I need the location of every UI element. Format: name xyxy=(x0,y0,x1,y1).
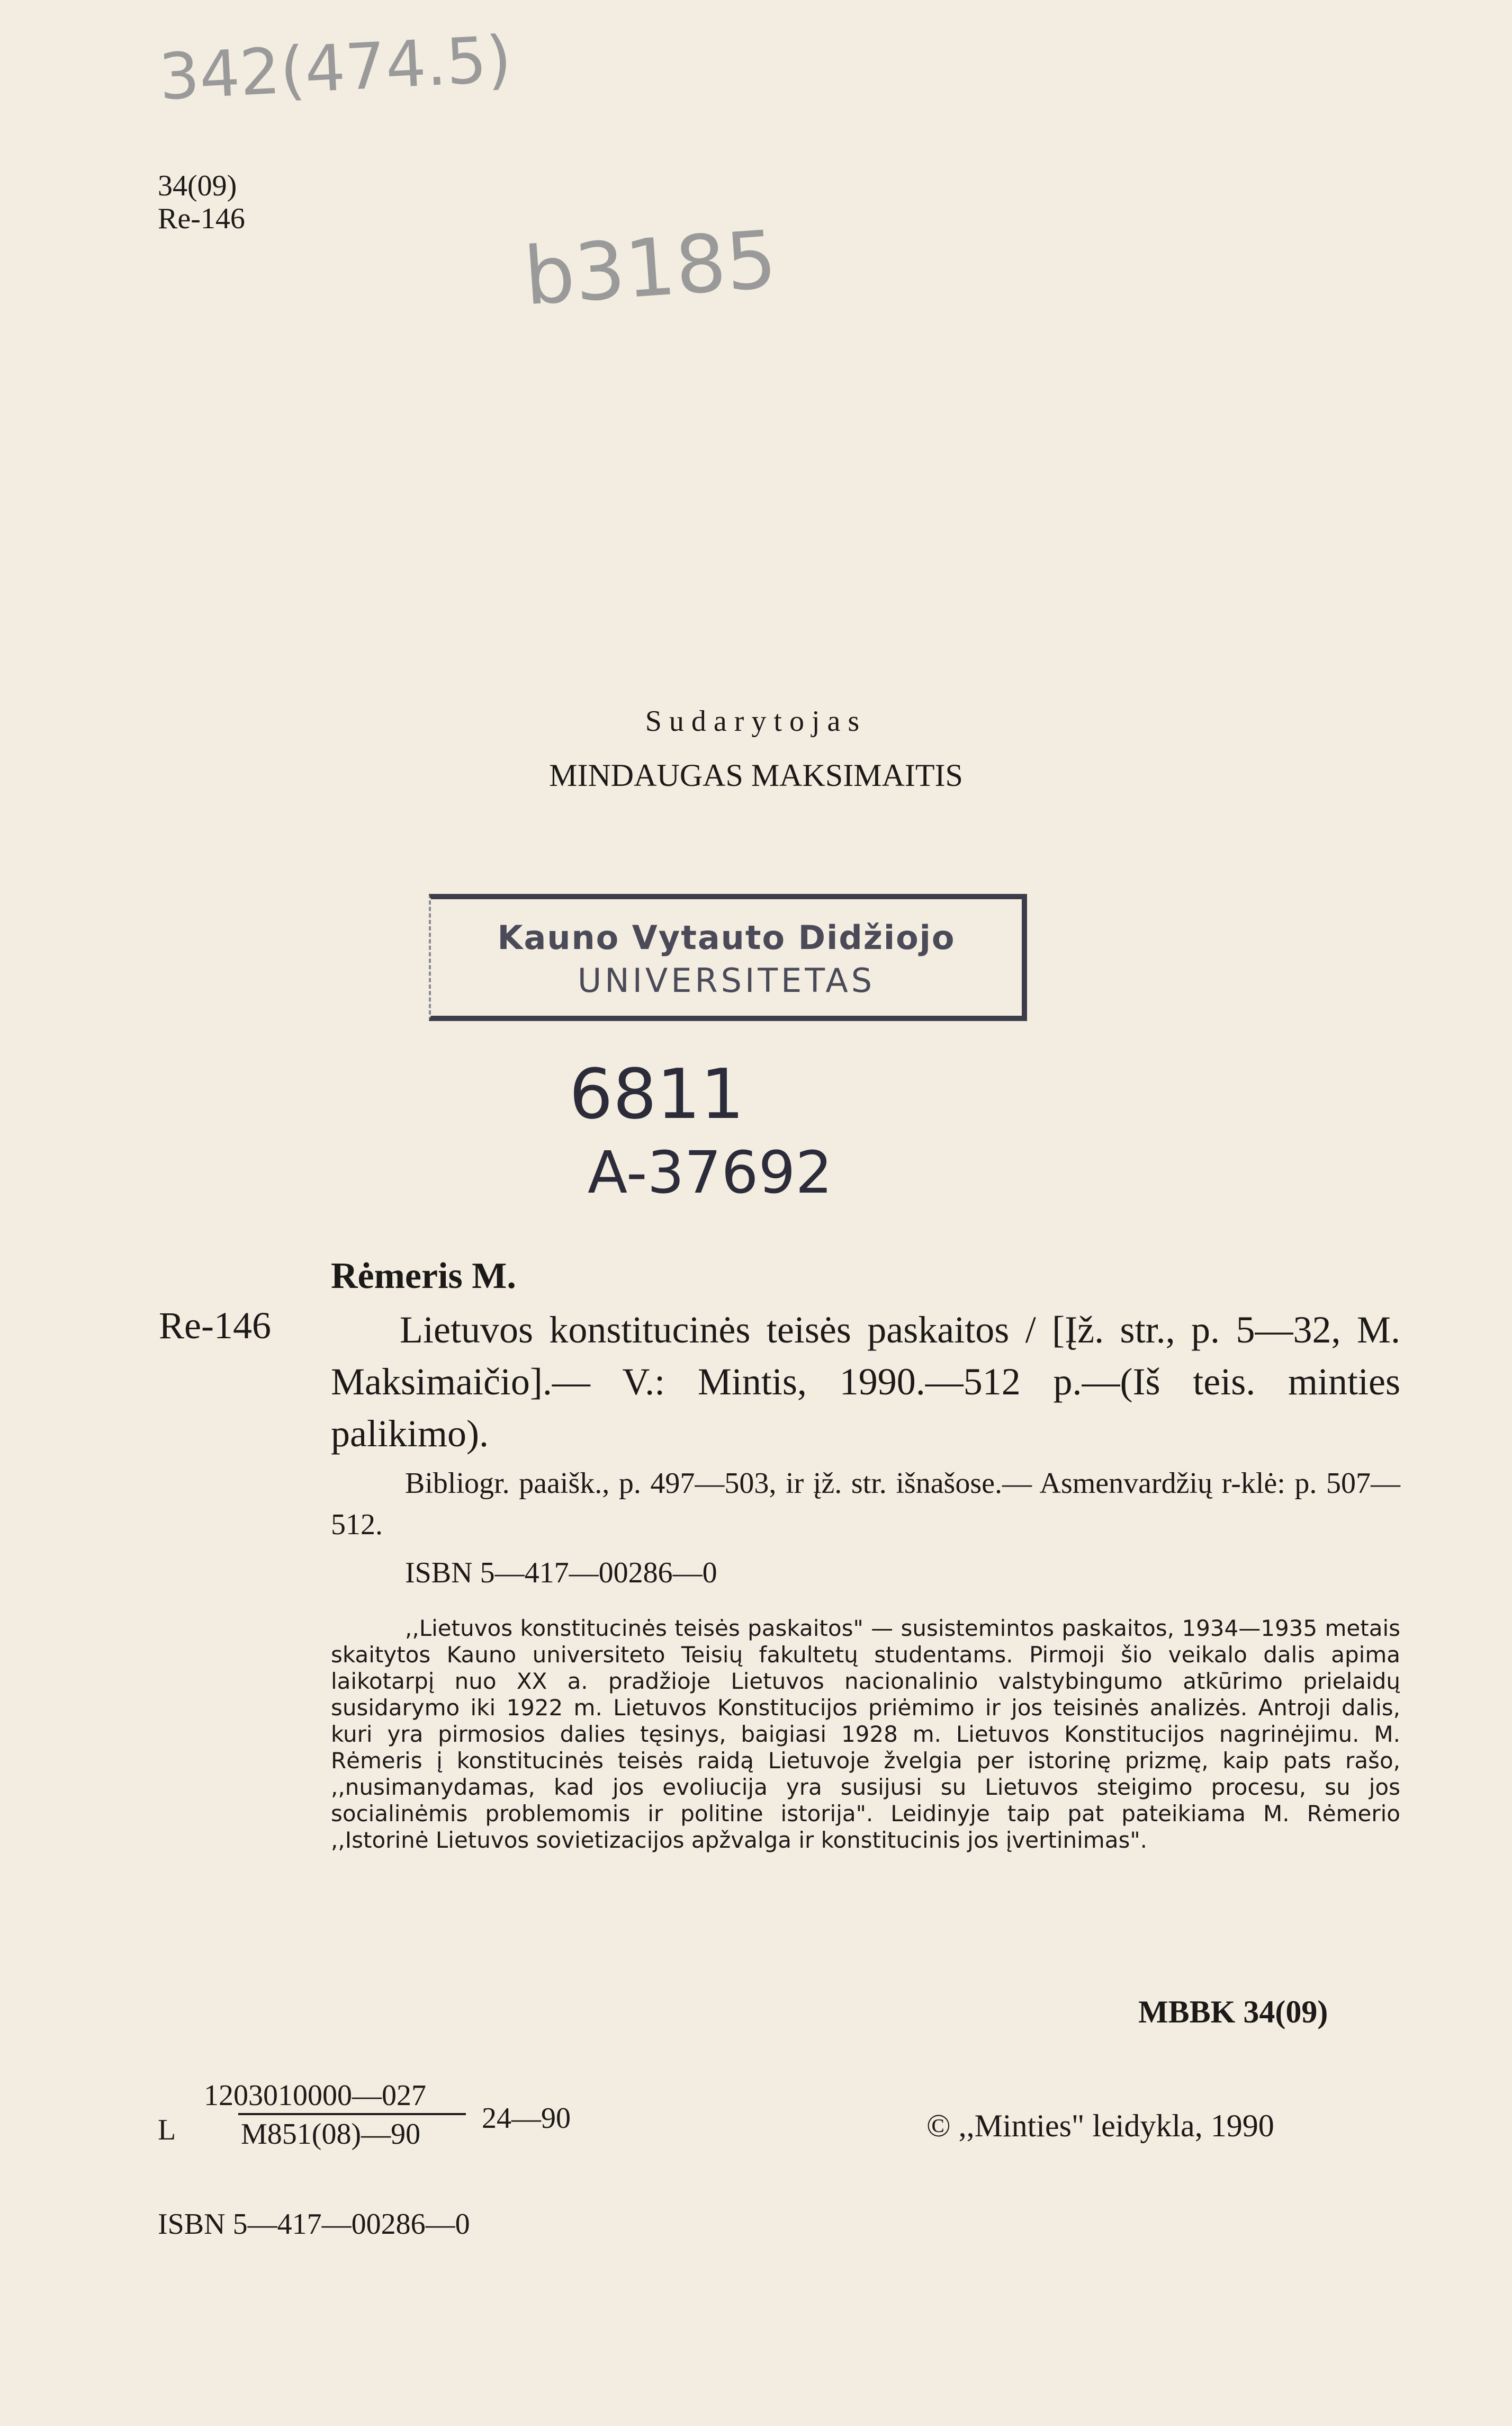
imprint-fraction-line xyxy=(238,2113,466,2115)
catalog-call-number: Re-146 xyxy=(159,1304,271,1347)
library-stamp xyxy=(429,894,1027,1021)
footer-isbn: ISBN 5—417—00286—0 xyxy=(158,2208,470,2241)
catalog-entry-text: Lietuvos konstitucinės teisės paskaitos / [Įž. str., p. 5—32, M. Maksimaičio].— V.: Mintis, 1990.—512 p.—(Iš teis. minties palikimo). xyxy=(331,1309,1400,1455)
imprint-letter: L xyxy=(158,2114,176,2146)
catalog-entry xyxy=(331,1304,1400,1460)
inventory-number: 6811 xyxy=(569,1054,744,1134)
udc-line-1: 34(09) xyxy=(158,169,237,202)
compiler-name: MINDAUGAS MAKSIMAITIS xyxy=(549,758,963,793)
handwritten-code-top: 342(474.5) xyxy=(157,22,514,115)
stamp-line-2: UNIVERSITETAS xyxy=(577,961,876,1000)
udc-line-2: Re-146 xyxy=(158,202,245,235)
imprint-side-code: 24—90 xyxy=(482,2102,571,2135)
catalog-notes xyxy=(331,1463,1400,1545)
catalog-isbn: ISBN 5—417—00286—0 xyxy=(405,1556,717,1589)
udc-code xyxy=(158,169,245,235)
catalog-author: Rėmeris M. xyxy=(331,1256,516,1296)
annotation-paragraph: ,,Lietuvos konstitucinės teisės paskaitos" — susistemintos paskaitos, 1934—1935 metais skaitytos Kauno universiteto Teisių fakultetų studentams. Pirmoji šio veikalo dalis apima laikotarpį nuo XX a. pradžioje Lietuvos nacionalinio valstybingumo atkūrimo prielaidų susidarymo iki 1922 m. Lietuvos Konstitucijos priėmimo ir jos teisinės analizės. Antroji dalis, kuri yra pirmosios dalies tęsinys, baigiasi 1928 m. Lietuvos Konstitucijos nagrinėjimu. M. Rėmeris į konstitucinės teisės raidą Lietuvoje žvelgia per istorinę prizmę, kaip pats rašo, ,,nusimanydamas, kad jos evoliucija yra susijusi su Lietuvos steigimo procesu, su jos socialinėmis problemomis ir politine istorija". Leidinyje taip pat pateikiama M. Rėmerio ,,Istorinė Lietuvos sovietizacijos apžvalga ir konstitucinis jos įvertinimas". xyxy=(331,1615,1400,1853)
accession-number: A-37692 xyxy=(588,1139,833,1206)
mbbk-code: MBBK 34(09) xyxy=(1138,1994,1328,2029)
copyright-notice: © ,,Minties" leidykla, 1990 xyxy=(926,2108,1274,2143)
compiler-label: Sudarytojas xyxy=(645,705,867,738)
imprint-numerator: 1203010000—027 xyxy=(204,2079,426,2112)
imprint-denominator: M851(08)—90 xyxy=(241,2118,421,2151)
stamp-line-1: Kauno Vytauto Didžiojo xyxy=(497,918,956,957)
catalog-notes-text: Bibliogr. paaišk., p. 497—503, ir įž. str. išnašose.— Asmenvardžių r-klė: p. 507—512. xyxy=(331,1467,1400,1541)
handwritten-code-middle: b3185 xyxy=(521,213,780,324)
